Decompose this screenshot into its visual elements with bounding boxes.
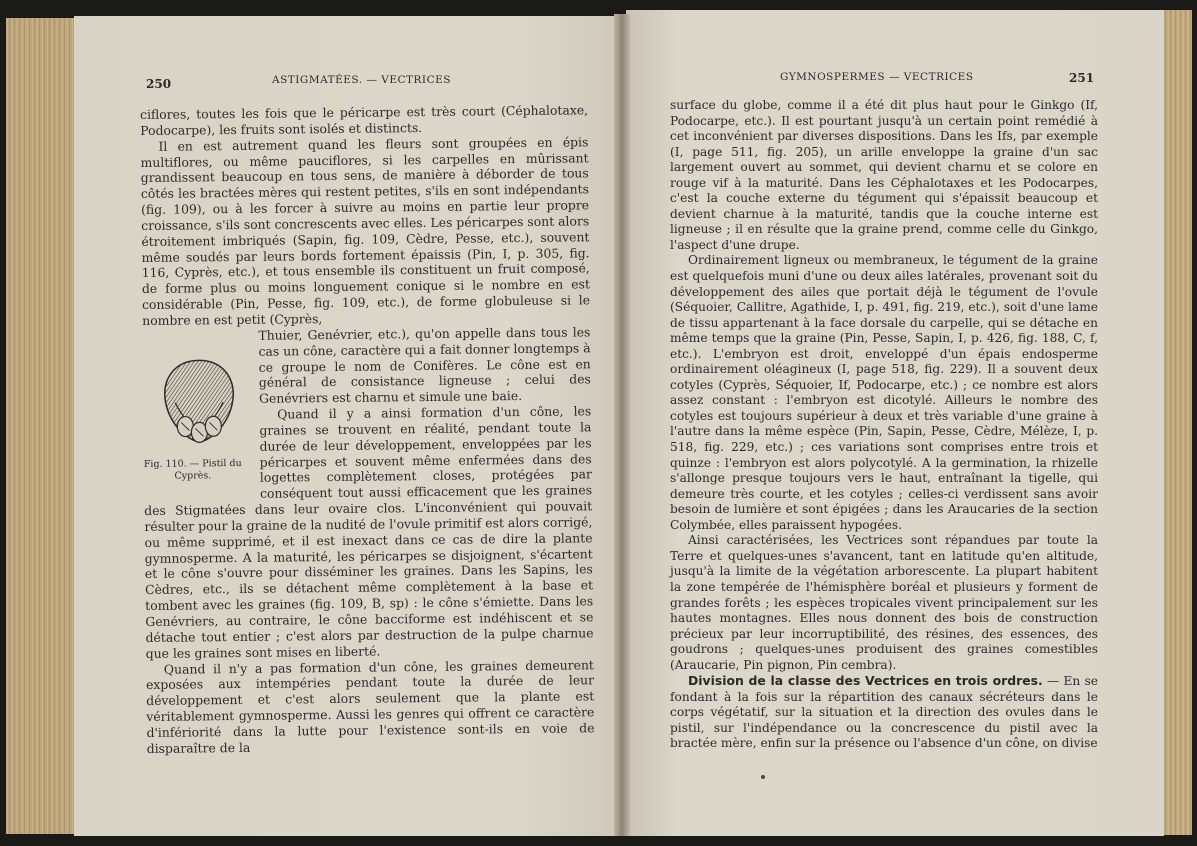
paragraph: Thuier, Genévrier, etc.), qu'on appelle dans tous les cas un cône, caractère qui a fait donner longtemps à ce groupe le nom de Conifères. Le cône est en général de consistance ligneuse ; celui des Genévriers est charnu et simule une baie.: [258, 324, 591, 406]
section-text: — En se fondant à la fois sur la répartition des canaux sécréteurs dans le corps végétatif, sur la situation et la direction des ovules dans le pistil, sur l'indépendance ou la concrescence du pistil avec la bractée mère, enfin sur la présence ou l'absence d'un cône, on divise: [670, 674, 1098, 751]
paragraph: Ainsi caractérisées, les Vectrices sont répandues par toute la Terre et quelques-unes s'avancent, tant en latitude qu'en altitude, jusqu'à la limite de la végétation arborescente. La plupart habitent la zone tempérée de l'hémisphère boréal et plusieurs y forment de grandes forêts ; les espèces tropicales vivent principalement sur les hautes montagnes. Elles nous donnent des bois de construction précieux par leur incorruptibilité, des résines, des essences, des goudrons ; quelques-unes produisent des graines comestibles (Araucarie, Pin pignon, Pin cembra).: [670, 533, 1098, 672]
left-page-body: [140, 102, 595, 756]
paragraph: Quand il y a ainsi formation d'un cône, les graines se trouvent en réalité, pendant toute la durée de leur développement, enveloppées par les péricarpes et souvent même enfermées dans des logettes complètement closes, protégées par conséquent tout aussi efficacement que les graines des Stigmatées dans leur ovaire clos. L'inconvénient qui pouvait résulter pour la graine de la nudité de l'ovule primitif est alors corrigé, ou même supprimé, et il est inexact dans ce cas de dire la plante gymnosperme. A la maturité, les péricarpes se disjoignent, s'écartent et le cône s'ouvre pour disséminer les graines. Dans les Sapins, les Cèdres, etc., ils se détachent même complètement à la base et tombent avec les graines (fig. 109, B, sp) : le cône s'émiette. Dans les Genévriers, au contraire, le cône bacciforme est indéhiscent et se détache tout entier ; c'est alors par destruction de la pulpe charnue que les graines sont mises en liberté.: [144, 403, 594, 661]
section-title: Division de la classe des Vectrices en trois ordres.: [688, 673, 1043, 689]
right-page-number: 251: [1069, 71, 1095, 85]
left-page-number: 250: [146, 77, 172, 91]
left-running-head: ASTIGMATÉES. — VECTRICES: [272, 74, 451, 86]
right-page-edges: [1162, 10, 1192, 835]
cypress-pistil-illustration: [161, 356, 238, 449]
page-speck: [761, 775, 765, 779]
paragraph: surface du globe, comme il a été dit plus haut pour le Ginkgo (If, Podocarpe, etc.). Il est pourtant jusqu'à un certain point remédié à cet inconvénient par diverses dispositions. Dans les Ifs, par exemple (I, page 511, fig. 205), un arille enveloppe la graine d'un sac largement ouvert au sommet, qui devient charnu et se colore en rouge vif à la maturité. Dans les Céphalotaxes et les Podocarpes, c'est la couche externe du tégument qui s'épaissit beaucoup et devient charnue à la maturité, tandis que la couche interne est ligneuse ; il en résulte que la graine prend, comme celle du Ginkgo, l'aspect d'une drupe.: [670, 98, 1098, 252]
figure-caption: Fig. 110. — Pistil du Cyprès.: [143, 457, 242, 482]
figure-110: [134, 328, 256, 499]
left-page-edges: [6, 18, 76, 834]
right-page-body: [670, 98, 1098, 752]
paragraph: ciflores, toutes les fois que le péricarpe est très court (Céphalotaxe, Podocarpe), les fruits sont isolés et distincts.: [140, 102, 589, 138]
right-running-head: GYMNOSPERMES — VECTRICES: [780, 71, 974, 83]
paragraph: Quand il n'y a pas formation d'un cône, les graines demeurent exposées aux intempéries pendant toute la durée de leur développement et c'est alors seulement que la plante est véritablement gymnosperme. Aussi les genres qui offrent ce caractère d'infériorité dans la lutte pour l'existence sont-ils en voie de disparaître de la: [145, 656, 595, 756]
book-gutter: [614, 14, 630, 836]
paragraph: Ordinairement ligneux ou membraneux, le tégument de la graine est quelquefois muni d'une ou deux ailes latérales, provenant soit du développement des ailes que portait déjà le tégument de l'ovule (Séquoier, Callitre, Agathide, I, p. 491, fig. 219, etc.), soit d'une lame de tissu appartenant à la face dorsale du carpelle, qui se détache en même temps que la graine (Pin, Pesse, Sapin, I, p. 426, fig. 188, C, f, etc.). L'embryon est droit, enveloppé d'un épais endosperme ordinairement oléagineux (I, page 518, fig. 229). Il a souvent deux cotyles (Cyprès, Séquoier, If, Podocarpe, etc.) ; ce nombre est alors assez constant : l'embryon est dicotylé. Ailleurs le nombre des cotyles est toujours supérieur à deux et très variable d'une graine à l'autre dans la même espèce (Pin, Sapin, Pesse, Cèdre, Mélèze, I, p. 518, fig. 229, etc.) ; ces variations sont comprises entre trois et quinze : l'embryon est alors polycotylé. A la germination, la rhizelle s'allonge presque toujours vers le haut, entraînant la tigelle, qui demeure très courte, et les cotyles ; celles-ci verdissent sans avoir besoin de lumière et sont épigées ; dans les Araucaries de la section Colymbée, elles paraissent hypogées.: [670, 253, 1098, 532]
paragraph: Il en est autrement quand les fleurs sont groupées en épis multiflores, ou même pauciflores, si les carpelles en mûrissant grandissent beaucoup en tous sens, de manière à déborder de tous côtés les bractées mères qui restent petites, s'ils en sont indépendants (fig. 109), ou à les forcer à suivre au moins en partie leur propre croissance, s'ils sont concrescents avec elles. Les péricarpes sont alors étroitement imbriqués (Sapin, fig. 109, Cèdre, Pesse, etc.), souvent même soudés par leurs bords fortement épaissis (Pin, I, p. 305, fig. 116, Cyprès, etc.), et tous ensemble ils constituent un fruit composé, de forme plus ou moins longuement conique si le nombre en est considérable (Pin, Pesse, fig. 109, etc.), de forme globuleuse si le nombre en est petit (Cyprès,: [140, 133, 591, 328]
section-paragraph: [670, 673, 1098, 752]
